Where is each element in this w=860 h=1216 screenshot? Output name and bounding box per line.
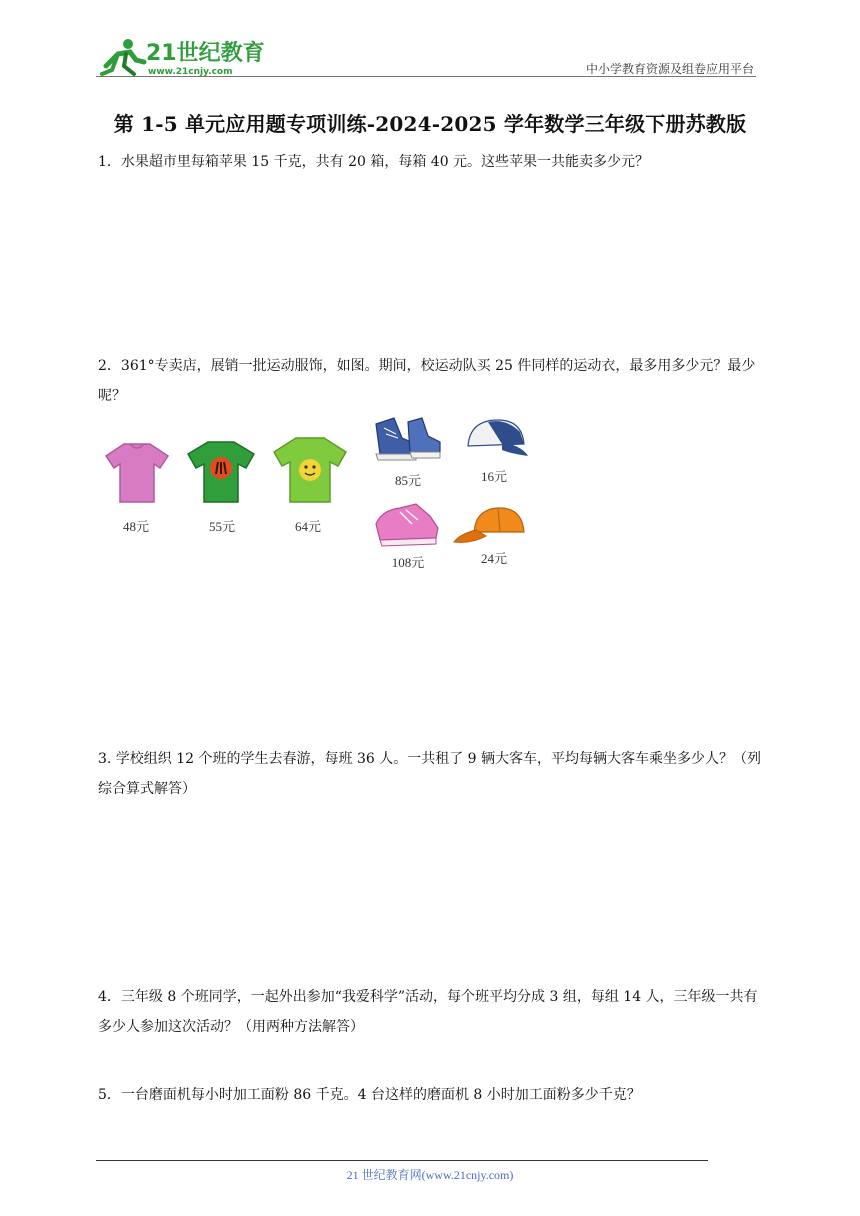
price-blue-cap: 16元 [480,469,507,484]
green-tshirt-icon [186,438,256,506]
page-title: 第 1-5 单元应用题专项训练-2024-2025 学年数学三年级下册苏教版 [113,112,747,136]
footer-link[interactable]: 21 世纪教育网(www.21cnjy.com) [346,1168,514,1182]
site-logo [96,36,266,78]
platform-label: 中小学教育资源及组卷应用平台 [585,62,754,76]
orange-cap-icon [452,504,528,550]
price-blue-sneakers: 85元 [394,473,421,488]
pink-tshirt-icon [104,440,170,506]
price-pink-tshirt: 48元 [122,519,149,534]
header-divider [96,76,756,77]
pink-sneakers-icon [372,498,442,550]
price-orange-cap: 24元 [480,551,507,566]
question-2: 2．361°专卖店，展销一批运动服饰，如图。期间，校运动队买 25 件同样的运动衣，最多用多少元？最少呢？ [98,358,756,404]
question-1: 1．水果超市里每箱苹果 15 千克，共有 20 箱，每箱 40 元。这些苹果一共能卖多少元？ [98,154,650,170]
blue-cap-icon [462,416,530,464]
blue-sneakers-icon [372,414,446,468]
price-pink-sneakers: 108元 [391,555,425,570]
logo-url: www.21cnjy.com [148,67,233,77]
price-lime-tshirt: 64元 [294,519,321,534]
price-green-tshirt: 55元 [208,519,235,534]
runner-icon [102,39,144,74]
question-5: 5．一台磨面机每小时加工面粉 86 千克。4 台这样的磨面机 8 小时加工面粉多少千克？ [98,1087,641,1103]
footer-divider [96,1160,708,1161]
question-3: 3. 学校组织 12 个班的学生去春游，每班 36 人。一共租了 9 辆大客车，平均每辆大客车乘坐多少人？（列综合算式解答） [98,751,762,797]
products-figure [98,412,538,582]
logo-text: 21世纪教育 [146,41,265,66]
question-4: 4．三年级 8 个班同学，一起外出参加“我爱科学”活动，每个班平均分成 3 组，每组 14 人，三年级一共有多少人参加这次活动？（用两种方法解答） [98,989,758,1035]
lime-tshirt-icon [272,434,348,506]
